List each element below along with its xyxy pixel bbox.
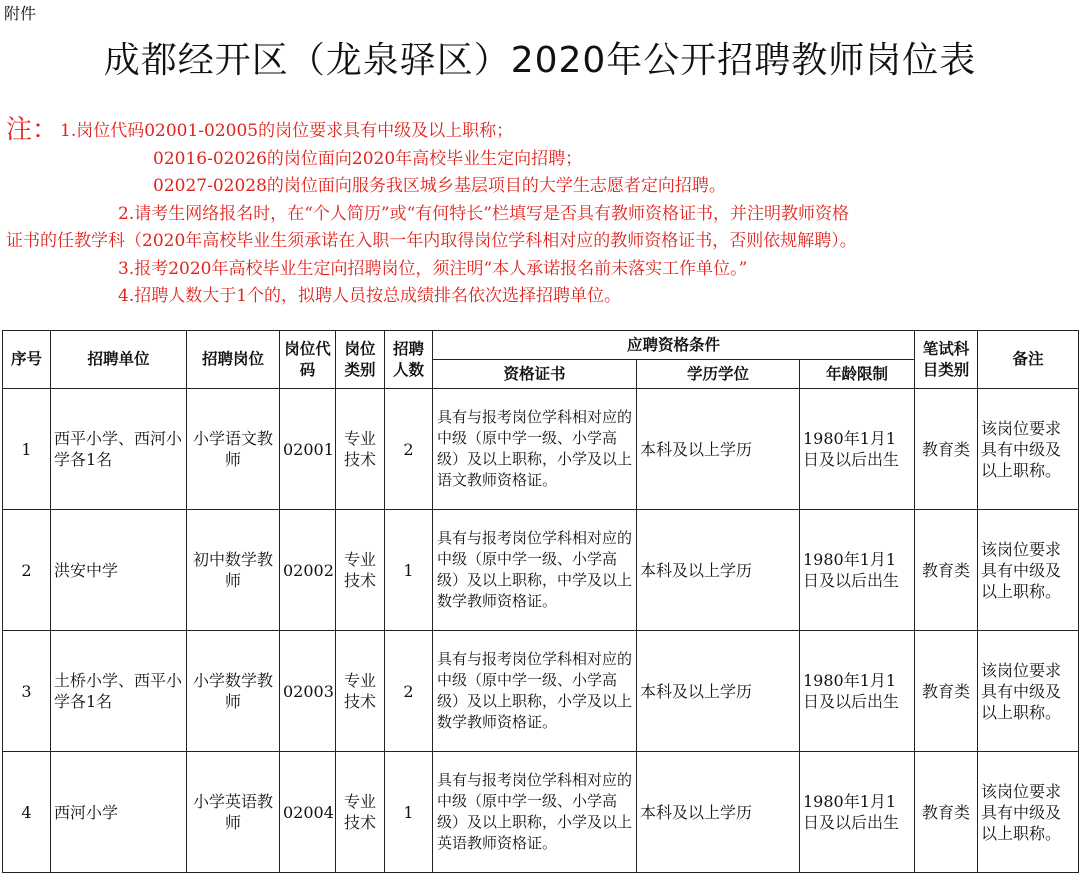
cell-category: 专业技术 xyxy=(336,752,385,873)
cell-position: 小学数学教师 xyxy=(187,631,280,752)
cell-code: 02003 xyxy=(280,631,336,752)
cell-category: 专业技术 xyxy=(336,510,385,631)
cell-position: 初中数学教师 xyxy=(187,510,280,631)
table-row xyxy=(3,752,1079,873)
note-line xyxy=(0,256,1080,284)
recruitment-table xyxy=(2,330,1079,873)
table-row xyxy=(3,631,1079,752)
table-row xyxy=(3,389,1079,510)
cell-certificate: 具有与报考岗位学科相对应的中级（原中学一级、小学高级）及以上职称，小学及以上英语教师资格证。 xyxy=(433,752,637,873)
cell-age: 1980年1月1日及以后出生 xyxy=(800,752,915,873)
header-count: 招聘人数 xyxy=(385,331,433,389)
cell-certificate: 具有与报考岗位学科相对应的中级（原中学一级、小学高级）及以上职称，中学及以上数学教师资格证。 xyxy=(433,510,637,631)
cell-count: 1 xyxy=(385,510,433,631)
cell-category: 专业技术 xyxy=(336,389,385,510)
note-text: 2.请考生网络报名时，在“个人简历”或“有何特长”栏填写是否具有教师资格证书，并注明教师资格 xyxy=(118,203,849,224)
cell-position: 小学英语教师 xyxy=(187,752,280,873)
note-line xyxy=(0,115,1080,146)
attachment-label: 附件 xyxy=(4,4,37,23)
header-seq: 序号 xyxy=(3,331,51,389)
header-code: 岗位代码 xyxy=(280,331,336,389)
cell-unit: 西平小学、西河小学各1名 xyxy=(51,389,187,510)
cell-education: 本科及以上学历 xyxy=(637,510,800,631)
notes-block xyxy=(0,115,1080,311)
cell-category: 专业技术 xyxy=(336,631,385,752)
cell-exam-category: 教育类 xyxy=(915,510,978,631)
header-certificate: 资格证书 xyxy=(433,360,637,389)
cell-exam-category: 教育类 xyxy=(915,389,978,510)
note-line xyxy=(0,146,1080,174)
cell-seq: 4 xyxy=(3,752,51,873)
cell-education: 本科及以上学历 xyxy=(637,631,800,752)
cell-code: 02001 xyxy=(280,389,336,510)
note-text: 4.招聘人数大于1个的，拟聘人员按总成绩排名依次选择招聘单位。 xyxy=(118,286,622,306)
cell-code: 02002 xyxy=(280,510,336,631)
cell-unit: 土桥小学、西平小学各1名 xyxy=(51,631,187,752)
cell-remarks: 该岗位要求具有中级及以上职称。 xyxy=(978,389,1079,510)
cell-code: 02004 xyxy=(280,752,336,873)
header-age: 年龄限制 xyxy=(800,360,915,389)
cell-count: 2 xyxy=(385,631,433,752)
note-line xyxy=(0,228,1080,256)
cell-seq: 1 xyxy=(3,389,51,510)
cell-certificate: 具有与报考岗位学科相对应的中级（原中学一级、小学高级）及以上职称，小学及以上语文教师资格证。 xyxy=(433,389,637,510)
cell-exam-category: 教育类 xyxy=(915,752,978,873)
header-category: 岗位类别 xyxy=(336,331,385,389)
cell-remarks: 该岗位要求具有中级及以上职称。 xyxy=(978,510,1079,631)
note-text: 3.报考2020年高校毕业生定向招聘岗位，须注明“本人承诺报名前未落实工作单位。” xyxy=(118,258,748,279)
header-unit: 招聘单位 xyxy=(51,331,187,389)
header-qualifications: 应聘资格条件 xyxy=(433,331,915,360)
note-text: 证书的任教学科（2020年高校毕业生须承诺在入职一年内取得岗位学科相对应的教师资格证书，否则依规解聘）。 xyxy=(6,231,857,251)
header-remarks: 备注 xyxy=(978,331,1079,389)
table-header-row xyxy=(3,331,1079,360)
page-title: 成都经开区（龙泉驿区）2020年公开招聘教师岗位表 xyxy=(103,40,977,81)
header-position: 招聘岗位 xyxy=(187,331,280,389)
note-text: 1.岗位代码02001-02005的岗位要求具有中级及以上职称； xyxy=(60,121,514,141)
cell-remarks: 该岗位要求具有中级及以上职称。 xyxy=(978,631,1079,752)
note-line xyxy=(0,201,1080,229)
notes-prefix: 注： xyxy=(6,115,59,145)
cell-certificate: 具有与报考岗位学科相对应的中级（原中学一级、小学高级）及以上职称，小学及以上数学教师资格证。 xyxy=(433,631,637,752)
table-row xyxy=(3,510,1079,631)
cell-exam-category: 教育类 xyxy=(915,631,978,752)
cell-unit: 西河小学 xyxy=(51,752,187,873)
cell-education: 本科及以上学历 xyxy=(637,752,800,873)
note-line xyxy=(0,173,1080,201)
cell-education: 本科及以上学历 xyxy=(637,389,800,510)
cell-remarks: 该岗位要求具有中级及以上职称。 xyxy=(978,752,1079,873)
cell-count: 2 xyxy=(385,389,433,510)
cell-unit: 洪安中学 xyxy=(51,510,187,631)
header-education: 学历学位 xyxy=(637,360,800,389)
header-exam-category: 笔试科目类别 xyxy=(915,331,978,389)
cell-count: 1 xyxy=(385,752,433,873)
note-text: 02027-02028的岗位面向服务我区城乡基层项目的大学生志愿者定向招聘。 xyxy=(153,176,726,196)
cell-age: 1980年1月1日及以后出生 xyxy=(800,510,915,631)
cell-seq: 3 xyxy=(3,631,51,752)
note-text: 02016-02026的岗位面向2020年高校毕业生定向招聘； xyxy=(153,148,583,169)
cell-age: 1980年1月1日及以后出生 xyxy=(800,631,915,752)
cell-seq: 2 xyxy=(3,510,51,631)
note-line xyxy=(0,283,1080,311)
cell-position: 小学语文教师 xyxy=(187,389,280,510)
cell-age: 1980年1月1日及以后出生 xyxy=(800,389,915,510)
